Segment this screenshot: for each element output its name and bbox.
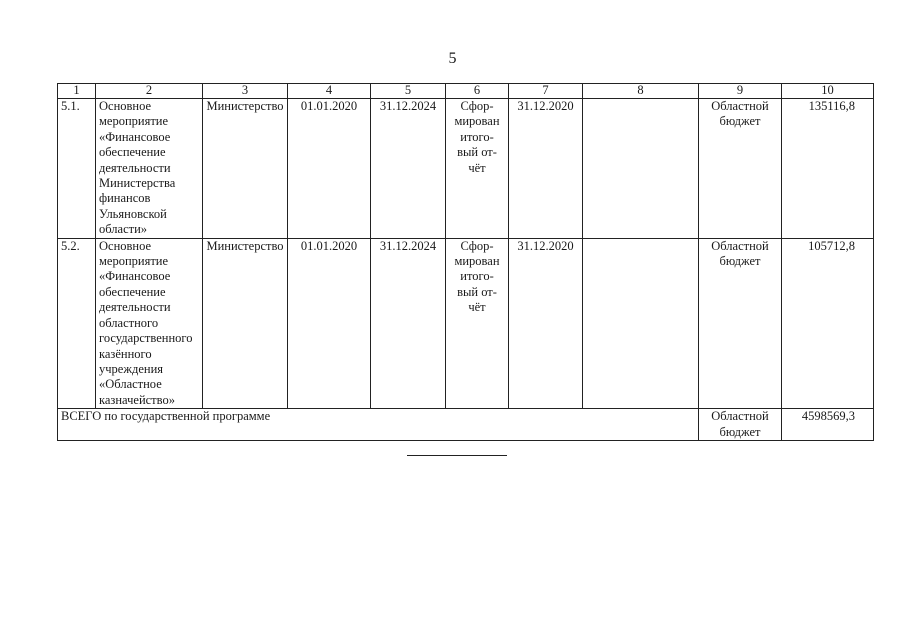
result: Сфор- мирован итого- вый от- чёт xyxy=(446,99,509,239)
column-header: 4 xyxy=(288,84,371,99)
funding-source: Областной бюджет xyxy=(699,238,782,408)
result: Сфор- мирован итого- вый от- чёт xyxy=(446,238,509,408)
column-8-cell xyxy=(583,99,699,239)
table-row xyxy=(58,238,874,408)
column-header: 8 xyxy=(583,84,699,99)
column-header: 2 xyxy=(96,84,203,99)
activity-name: Основное мероприятие «Финансовое обеспечение деятельности Министерства финансов Ульяновской области» xyxy=(96,99,203,239)
activity-name: Основное мероприятие «Финансовое обеспечение деятельности областного государственного казённого учреждения «Областное казначейство» xyxy=(96,238,203,408)
total-amount: 4598569,3 xyxy=(782,409,874,441)
page-number: 5 xyxy=(448,50,457,67)
result-date: 31.12.2020 xyxy=(509,99,583,239)
executor: Министерство xyxy=(203,238,288,408)
column-header: 6 xyxy=(446,84,509,99)
executor: Министерство xyxy=(203,99,288,239)
funding-source: Областной бюджет xyxy=(699,99,782,239)
amount: 105712,8 xyxy=(782,238,874,408)
start-date: 01.01.2020 xyxy=(288,238,371,408)
column-header: 7 xyxy=(509,84,583,99)
total-row xyxy=(58,409,874,441)
row-number: 5.1. xyxy=(58,99,96,239)
end-date: 31.12.2024 xyxy=(371,238,446,408)
column-header: 1 xyxy=(58,84,96,99)
separator-line xyxy=(407,455,507,456)
column-header: 9 xyxy=(699,84,782,99)
table-row xyxy=(58,99,874,239)
column-header: 3 xyxy=(203,84,288,99)
column-header: 5 xyxy=(371,84,446,99)
start-date: 01.01.2020 xyxy=(288,99,371,239)
column-8-cell xyxy=(583,238,699,408)
program-table xyxy=(57,83,874,441)
column-header: 10 xyxy=(782,84,874,99)
header-row xyxy=(58,84,874,99)
row-number: 5.2. xyxy=(58,238,96,408)
result-date: 31.12.2020 xyxy=(509,238,583,408)
total-funding-source: Областной бюджет xyxy=(699,409,782,441)
amount: 135116,8 xyxy=(782,99,874,239)
total-label: ВСЕГО по государственной программе xyxy=(58,409,699,441)
end-date: 31.12.2024 xyxy=(371,99,446,239)
